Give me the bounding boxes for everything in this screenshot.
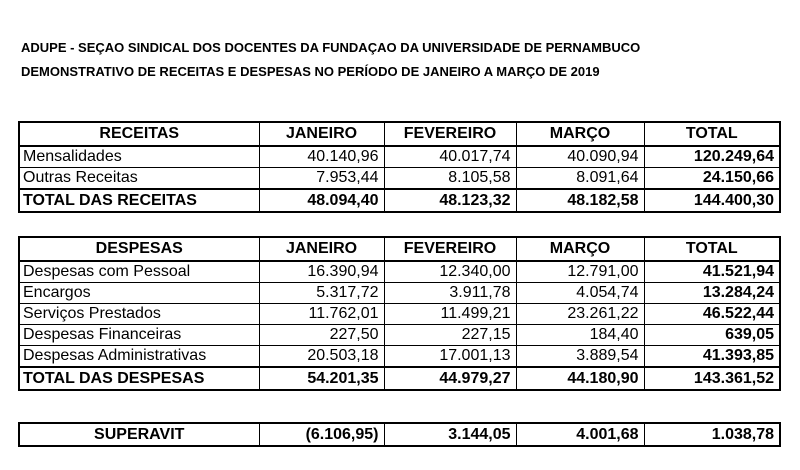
superavit-table <box>18 422 781 447</box>
col-header-marco: MARÇO <box>516 122 644 146</box>
cell-fevereiro: 44.979,27 <box>384 367 516 390</box>
row-label: Serviços Prestados <box>19 304 259 325</box>
report-title-line2: DEMONSTRATIVO DE RECEITAS E DESPESAS NO PERÍODO DE JANEIRO A MARÇO DE 2019 <box>21 64 600 79</box>
table-row <box>19 346 780 368</box>
despesas-table <box>18 236 781 391</box>
cell-total: 639,05 <box>644 325 780 346</box>
cell-fevereiro: 48.123,32 <box>384 189 516 212</box>
cell-marco: 48.182,58 <box>516 189 644 212</box>
cell-janeiro: 11.762,01 <box>259 304 384 325</box>
cell-fevereiro: 17.001,13 <box>384 346 516 368</box>
cell-janeiro: 20.503,18 <box>259 346 384 368</box>
cell-marco: 12.791,00 <box>516 261 644 283</box>
cell-total: 144.400,30 <box>644 189 780 212</box>
cell-total: 143.361,52 <box>644 367 780 390</box>
table-row <box>19 283 780 304</box>
cell-total: 46.522,44 <box>644 304 780 325</box>
cell-janeiro: 5.317,72 <box>259 283 384 304</box>
cell-total: 41.393,85 <box>644 346 780 368</box>
cell-marco: 8.091,64 <box>516 168 644 190</box>
row-label: Despesas Administrativas <box>19 346 259 368</box>
col-header-total: TOTAL <box>644 122 780 146</box>
cell-total: 24.150,66 <box>644 168 780 190</box>
col-header-total: TOTAL <box>644 237 780 261</box>
cell-fevereiro: 11.499,21 <box>384 304 516 325</box>
row-label: TOTAL DAS DESPESAS <box>19 367 259 390</box>
cell-janeiro: (6.106,95) <box>259 423 384 446</box>
superavit-label: SUPERAVIT <box>94 426 185 443</box>
receitas-table <box>18 121 781 213</box>
cell-fevereiro: 40.017,74 <box>384 146 516 168</box>
col-header-janeiro: JANEIRO <box>259 122 384 146</box>
row-label: TOTAL DAS RECEITAS <box>19 189 259 212</box>
despesas-header-row <box>19 237 780 261</box>
cell-marco: 3.889,54 <box>516 346 644 368</box>
cell-marco: 184,40 <box>516 325 644 346</box>
cell-janeiro: 54.201,35 <box>259 367 384 390</box>
table-row <box>19 325 780 346</box>
cell-fevereiro: 8.105,58 <box>384 168 516 190</box>
row-label: Encargos <box>19 283 259 304</box>
row-label: Despesas com Pessoal <box>19 261 259 283</box>
cell-fevereiro: 227,15 <box>384 325 516 346</box>
cell-marco: 40.090,94 <box>516 146 644 168</box>
cell-fevereiro: 12.340,00 <box>384 261 516 283</box>
col-header-despesas: DESPESAS <box>19 237 259 261</box>
cell-fevereiro: 3.144,05 <box>384 423 516 446</box>
cell-janeiro: 16.390,94 <box>259 261 384 283</box>
table-row <box>19 304 780 325</box>
cell-marco: 4.001,68 <box>516 423 644 446</box>
col-header-receitas: RECEITAS <box>19 122 259 146</box>
row-label: Outras Receitas <box>19 168 259 190</box>
col-header-fevereiro: FEVEREIRO <box>384 122 516 146</box>
cell-marco: 23.261,22 <box>516 304 644 325</box>
cell-total: 13.284,24 <box>644 283 780 304</box>
table-row <box>19 261 780 283</box>
table-row <box>19 146 780 168</box>
col-header-janeiro: JANEIRO <box>259 237 384 261</box>
total-receitas-row <box>19 189 780 212</box>
cell-fevereiro: 3.911,78 <box>384 283 516 304</box>
col-header-fevereiro: FEVEREIRO <box>384 237 516 261</box>
cell-janeiro: 40.140,96 <box>259 146 384 168</box>
report-title-line1: ADUPE - SEÇAO SINDICAL DOS DOCENTES DA FUNDAÇAO DA UNIVERSIDADE DE PERNAMBUCO <box>21 40 641 55</box>
receitas-header-row <box>19 122 780 146</box>
cell-marco: 44.180,90 <box>516 367 644 390</box>
cell-janeiro: 227,50 <box>259 325 384 346</box>
cell-janeiro: 48.094,40 <box>259 189 384 212</box>
cell-total: 1.038,78 <box>644 423 780 446</box>
row-label: Mensalidades <box>19 146 259 168</box>
cell-marco: 4.054,74 <box>516 283 644 304</box>
cell-janeiro: 7.953,44 <box>259 168 384 190</box>
total-despesas-row <box>19 367 780 390</box>
cell-total: 41.521,94 <box>644 261 780 283</box>
row-label: Despesas Financeiras <box>19 325 259 346</box>
superavit-row <box>19 423 780 446</box>
col-header-marco: MARÇO <box>516 237 644 261</box>
cell-total: 120.249,64 <box>644 146 780 168</box>
table-row <box>19 168 780 190</box>
